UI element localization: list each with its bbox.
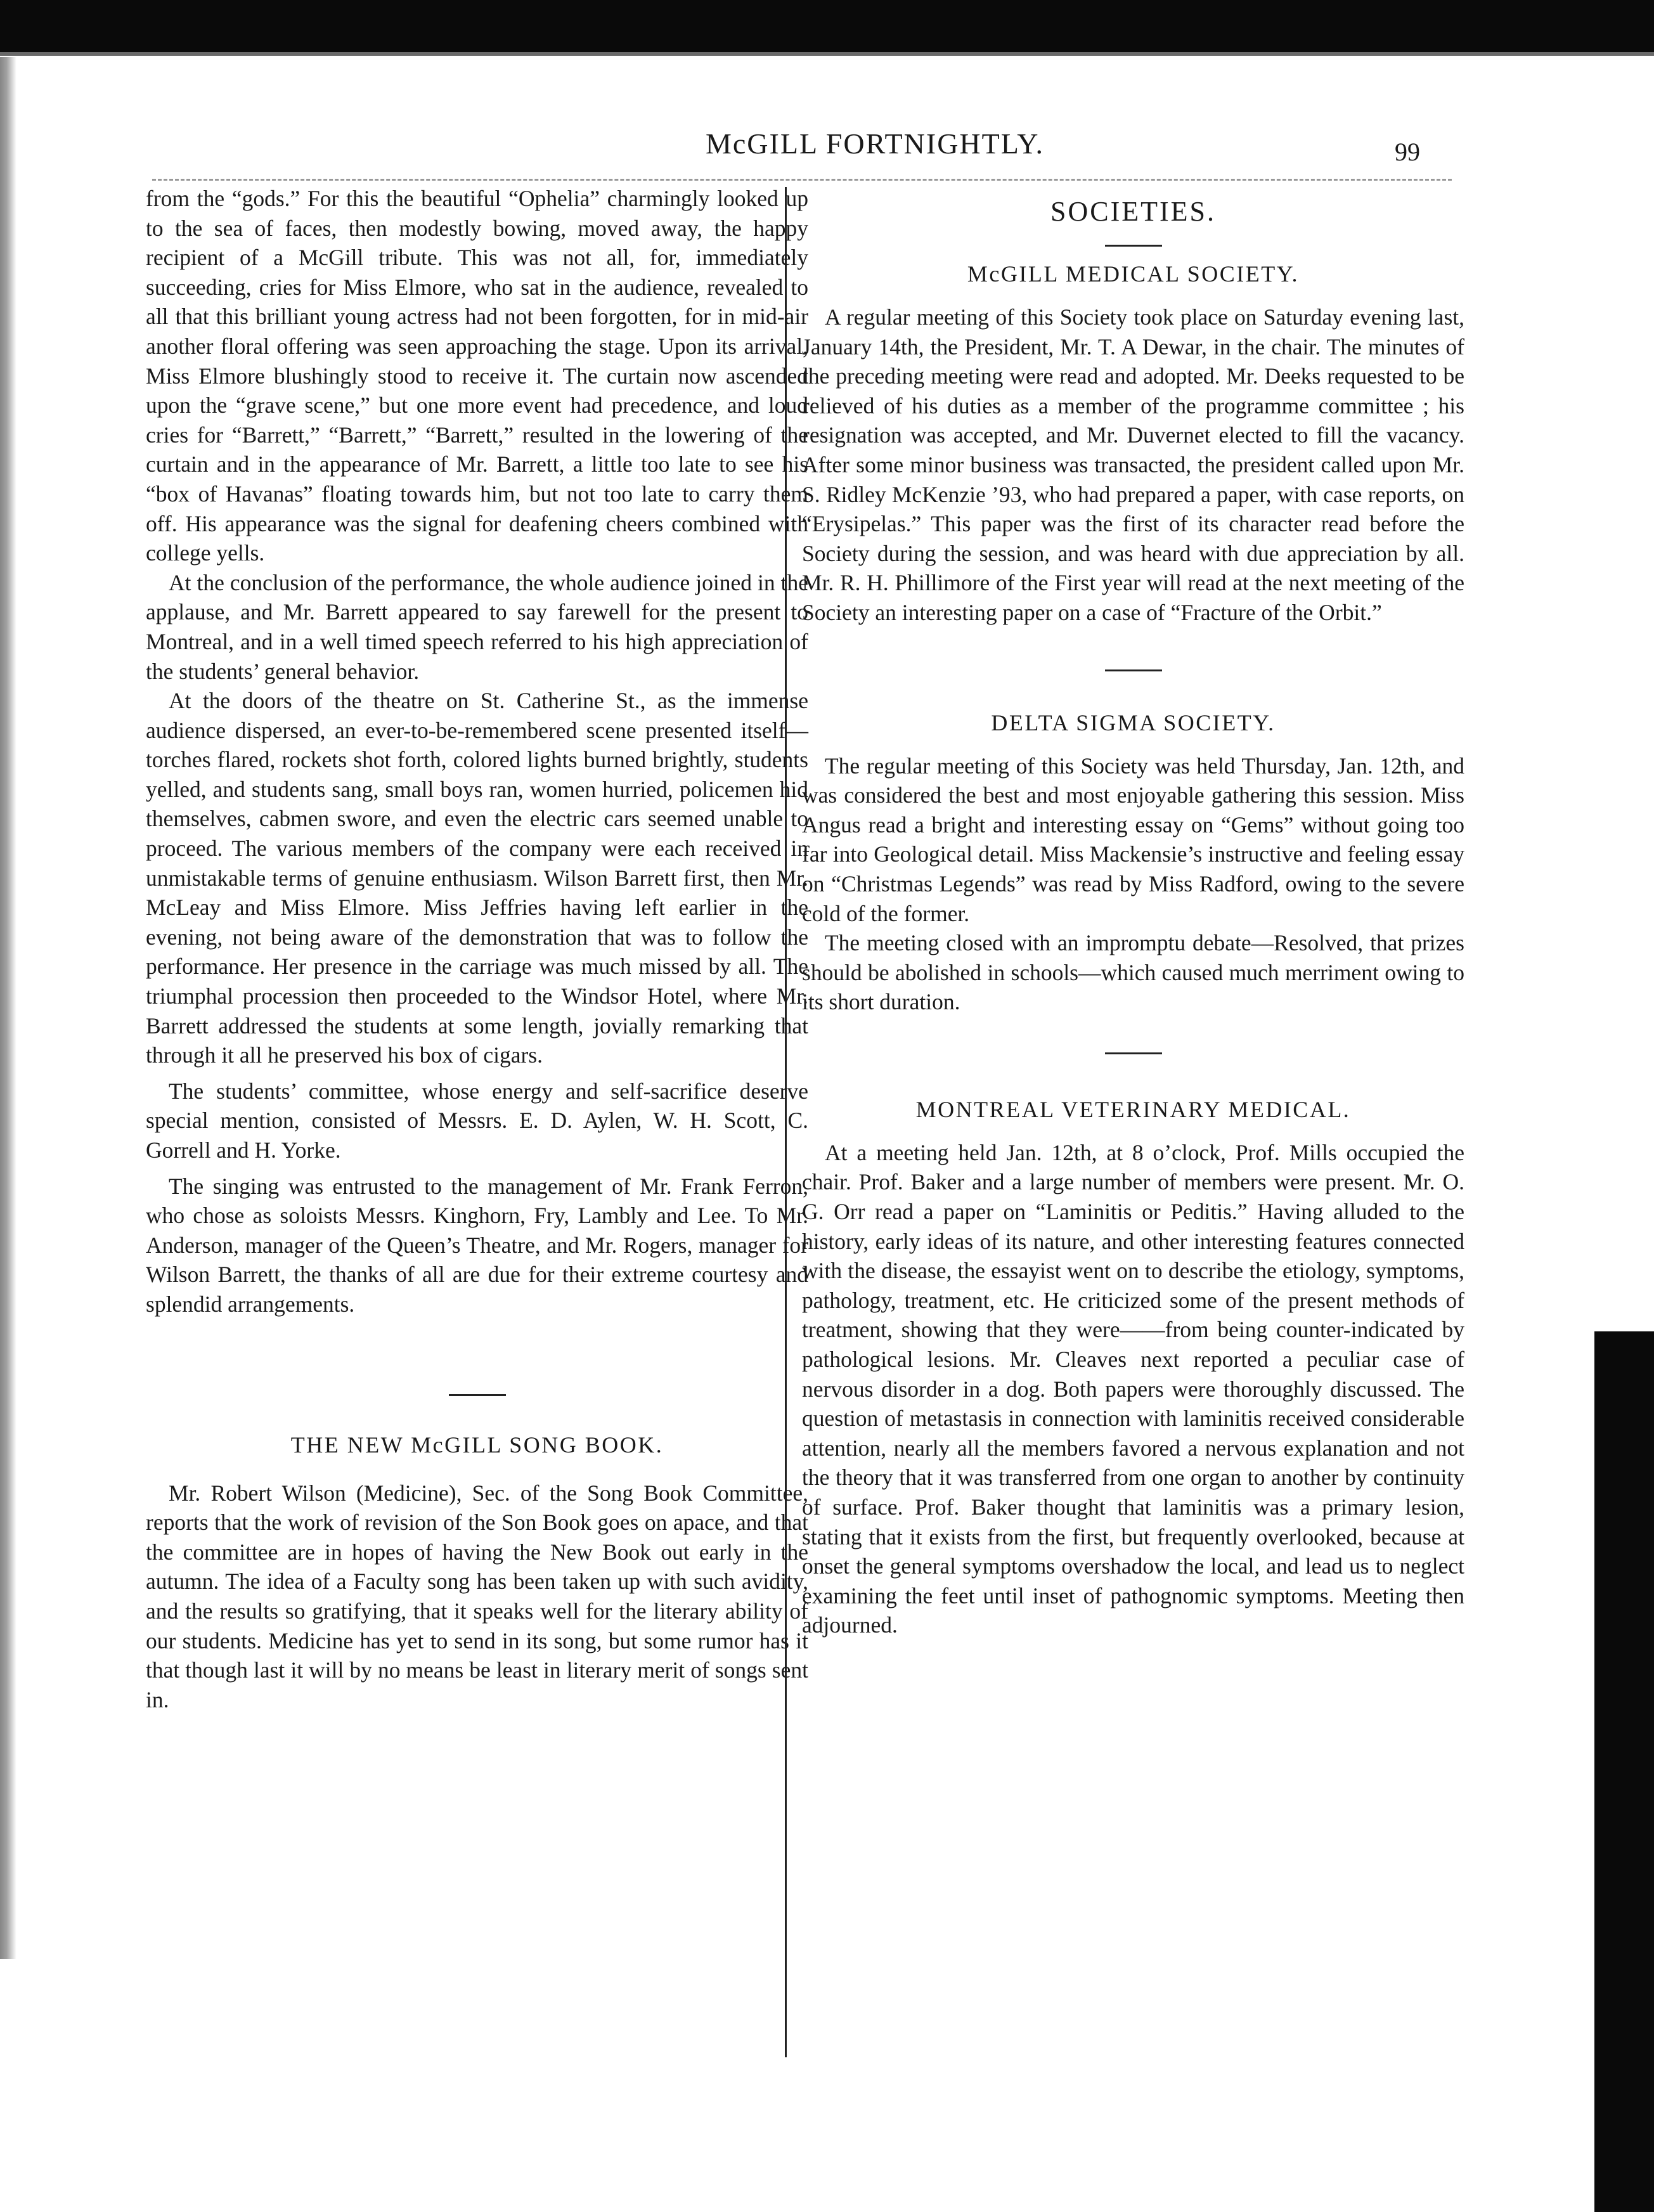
medical-society-heading: McGILL MEDICAL SOCIETY.	[967, 261, 1300, 287]
delta-sigma-text: The meeting closed with an impromptu debate—Resolved, that prizes should be abolished in schools—which caused much merriment owing to its short duration.	[802, 930, 1464, 1015]
scan-top-shadow	[0, 52, 1654, 56]
paragraph: The singing was entrusted to the management of Mr. Frank Ferron, who chose as soloists Messrs. Kinghorn, Fry, Lambly and Lee. To Mr. Anderson, manager of the Queen’s Theatre, and Mr. Rogers, manager for Wilson Barrett, the thanks of all are due for their extreme courtesy and splendid arrangements.	[146, 1173, 808, 1317]
section-separator	[1105, 669, 1162, 671]
song-book-heading: THE NEW McGILL SONG BOOK.	[290, 1432, 664, 1458]
running-title: McGILL FORTNIGHTLY.	[705, 127, 1045, 160]
delta-sigma-heading: DELTA SIGMA SOCIETY.	[991, 709, 1276, 735]
paragraph: At the doors of the theatre on St. Catherine St., as the immense audience dispersed, an ever-to-be-remembered scene presented itself—torches flared, rockets shot forth, colored lights burned brightly, students yelled, and students sang, small boys ran, women hurried, policemen hid themselves, cabmen swore, and even the electric cars seemed unable to proceed. The various members of the company were each received in unmistakable terms of genuine enthusiasm. Wilson Barrett first, then Mr. McLeay and Miss Elmore. Miss Jeffries having left earlier in the evening, not being aware of the demonstration that was to follow the performance. Her presence in the carriage was much missed by all. The triumphal procession then proceeded to the Windsor Hotel, where Mr. Barrett addressed the students at some length, jovially remarking that through it all he preserved his box of cigars.	[146, 688, 808, 1068]
veterinary-heading: MONTREAL VETERINARY MEDICAL.	[915, 1096, 1351, 1122]
page-number: 99	[1395, 138, 1420, 166]
societies-title: SOCIETIES.	[1050, 196, 1216, 227]
song-book-text: Mr. Robert Wilson (Medicine), Sec. of the Song Book Committee, reports that the work of revision of the Son Book goes on apace, and that the committee are in hopes of having the New Book out early in the autumn. The idea of a Faculty song has been taken up with such avidity, and the results so gratifying, that it speaks well for the literary ability of our students. Medicine has yet to send in its song, but some rumor has it that though last it will by no means be least in literary merit of songs sent in.	[146, 1480, 808, 1712]
right-column	[802, 184, 1464, 1640]
delta-sigma-text: The regular meeting of this Society was held Thursday, Jan. 12th, and was considered the best and most enjoyable gathering this session. Miss Angus read a bright and interesting essay on “Gems” without going too far into Geological detail. Miss Mackensie’s instructive and feeling essay on “Christmas Legends” was read by Miss Radford, owing to the severe cold of the former.	[802, 753, 1464, 926]
header-rule	[152, 179, 1452, 181]
paragraph: The students’ committee, whose energy and self-sacrifice deserve special mention, consisted of Messrs. E. D. Aylen, W. H. Scott, C. Gorrell and H. Yorke.	[146, 1078, 808, 1163]
left-column	[146, 184, 808, 1714]
scan-top-border	[0, 0, 1654, 52]
page-header	[127, 127, 1509, 178]
scan-right-edge	[1594, 1331, 1654, 2212]
veterinary-text: At a meeting held Jan. 12th, at 8 o’clock, Prof. Mills occupied the chair. Prof. Baker and a large number of members were present. Mr. O. G. Orr read a paper on “Laminitis or Peditis.” Having alluded to the history, early ideas of its nature, and other interesting features connected with the disease, the essayist went on to describe the etiology, symptoms, pathology, treatment, etc. He criticized some of the present methods of treatment, showing that they were——from being counter-indicated by pathological lesions. Mr. Cleaves next reported a peculiar case of nervous disorder in a dog. Both papers were thoroughly discussed. The question of metastasis in connection with laminitis received considerable attention, nearly all the members favored a nervous explanation and not the theory that it was transferred from one organ to another by continuity of surface. Prof. Baker thought that laminitis was a primary lesion, stating that it exists from the first, but frequently overlooked, because at onset the general symptoms overshadow the local, and lead us to neglect examining the feet until inset of pathognomic symptoms. Meeting then adjourned.	[802, 1139, 1464, 1638]
section-separator	[449, 1394, 506, 1396]
paragraph: from the “gods.” For this the beautiful “Ophelia” charmingly looked up to the sea of faces, then modestly bowing, moved away, the happy recipient of a McGill tribute. This was not all, for, immediately succeeding, cries for Miss Elmore, who sat in the audience, revealed to all that this brilliant young actress had not been forgotten, for in mid-air another floral offering was seen approaching the stage. Upon its arrival, Miss Elmore blushingly stood to receive it. The curtain now ascended upon the “grave scene,” but one more event had precedence, and loud cries for “Barrett,” “Barrett,” “Barrett,” resulted in the lowering of the curtain and in the appearance of Mr. Barrett, a little too late to see his “box of Havanas” floating towards him, but not too late to carry them off. His appearance was the signal for deafening cheers combined with college yells.	[146, 186, 808, 566]
section-separator	[1105, 245, 1162, 247]
scan-left-edge	[0, 57, 16, 1959]
medical-society-text: A regular meeting of this Society took place on Saturday evening last, January 14th, the President, Mr. T. A Dewar, in the chair. The minutes of the preceding meeting were read and adopted. Mr. Deeks requested to be relieved of his duties as a member of the programme committee ; his resignation was accepted, and Mr. Duvernet elected to fill the vacancy. After some minor business was transacted, the president called upon Mr. S. Ridley McKenzie ’93, who had prepared a paper, with case reports, on “Erysipelas.” This paper was the first of its character read before the Society during the session, and was heard with due appreciation by all. Mr. R. H. Phillimore of the First year will read at the next meeting of the Society an interesting paper on a case of “Fracture of the Orbit.”	[802, 304, 1464, 625]
section-separator	[1105, 1052, 1162, 1054]
paragraph: At the conclusion of the performance, the whole audience joined in the applause, and Mr. Barrett appeared to say farewell for the present to Montreal, and in a well timed speech referred to his high appreciation of the students’ general behavior.	[146, 569, 808, 684]
